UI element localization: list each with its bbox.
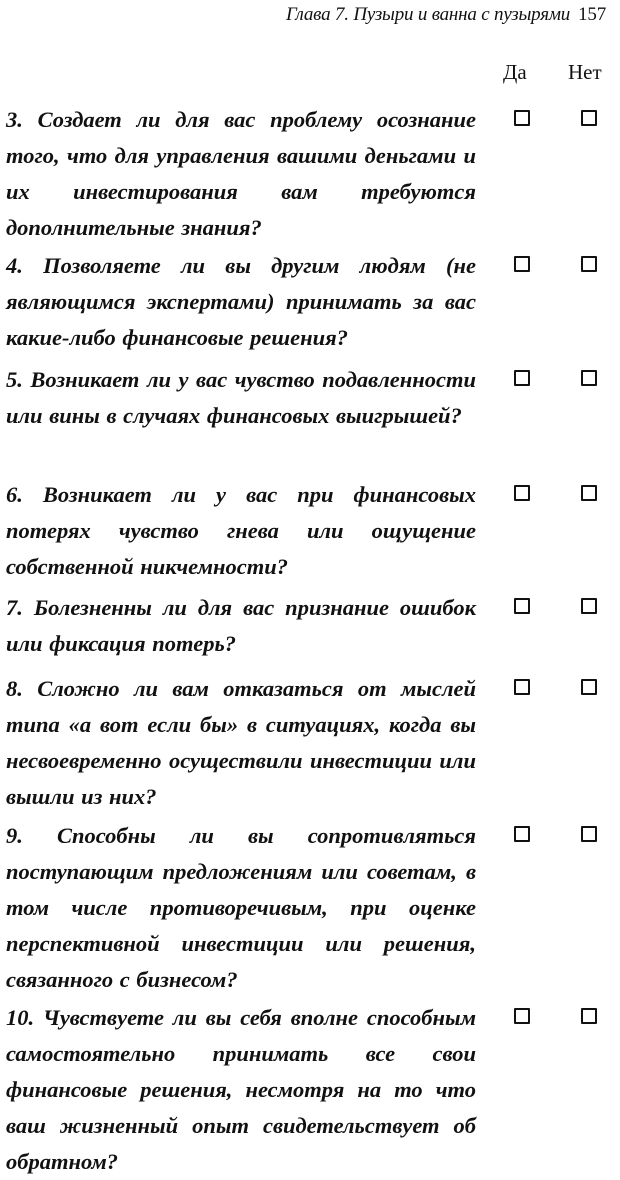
running-head xyxy=(286,4,606,26)
question-text xyxy=(6,590,476,662)
yes-checkbox[interactable] xyxy=(514,256,530,272)
question-body: Позволяете ли вы другим людям (не являющимся экспертами) принимать за вас какие-либо финансовые решения? xyxy=(6,253,476,350)
question-body: Способны ли вы сопротивляться поступающим предложениям или советам, в том числе противоречивым, при оценке перспективной инвестиции или решения, связанного с бизнесом? xyxy=(6,823,476,992)
question-text xyxy=(6,362,476,434)
question-number: 8. xyxy=(6,676,23,701)
question-body: Возникает ли у вас при финансовых потерях чувство гнева или ощущение собственной никчемности? xyxy=(6,482,476,579)
question-body: Возникает ли у вас чувство подавленности или вины в случаях финансовых выигрышей? xyxy=(6,367,476,428)
question-text xyxy=(6,102,476,246)
no-checkbox[interactable] xyxy=(581,598,597,614)
column-headers xyxy=(0,60,620,90)
no-column-header: Нет xyxy=(568,60,602,84)
no-checkbox[interactable] xyxy=(581,826,597,842)
question-number: 6. xyxy=(6,482,23,507)
question-body: Сложно ли вам отказаться от мыслей типа «а вот если бы» в ситуациях, когда вы несвоевременно осуществили инвестиции или вышли из них? xyxy=(6,676,476,809)
question-number: 9. xyxy=(6,823,23,848)
question-text xyxy=(6,818,476,998)
question-body: Болезненны ли для вас признание ошибок или фиксация потерь? xyxy=(6,595,476,656)
page-number: 157 xyxy=(578,4,606,25)
yes-checkbox[interactable] xyxy=(514,485,530,501)
question-number: 7. xyxy=(6,595,23,620)
question-text xyxy=(6,671,476,815)
no-checkbox[interactable] xyxy=(581,110,597,126)
no-checkbox[interactable] xyxy=(581,679,597,695)
no-checkbox[interactable] xyxy=(581,256,597,272)
question-body: Создает ли для вас проблему осознание того, что для управления вашими деньгами и их инвестирования вам требуются дополнительные знания? xyxy=(6,107,477,240)
question-body: Чувствуете ли вы себя вполне способным самостоятельно принимать все свои финансовые решения, несмотря на то что ваш жизненный опыт свидетельствует об обратном? xyxy=(6,1005,477,1174)
yes-checkbox[interactable] xyxy=(514,826,530,842)
no-checkbox[interactable] xyxy=(581,370,597,386)
question-text xyxy=(6,477,476,585)
yes-column-header: Да xyxy=(503,60,527,84)
yes-checkbox[interactable] xyxy=(514,110,530,126)
yes-checkbox[interactable] xyxy=(514,598,530,614)
question-text xyxy=(6,1000,476,1180)
yes-checkbox[interactable] xyxy=(514,370,530,386)
question-number: 10. xyxy=(6,1005,35,1030)
question-number: 5. xyxy=(6,367,23,392)
question-number: 3. xyxy=(6,107,23,132)
yes-checkbox[interactable] xyxy=(514,1008,530,1024)
question-text xyxy=(6,248,476,356)
no-checkbox[interactable] xyxy=(581,485,597,501)
yes-checkbox[interactable] xyxy=(514,679,530,695)
question-number: 4. xyxy=(6,253,23,278)
chapter-title: Глава 7. Пузыри и ванна с пузырями xyxy=(285,4,571,25)
no-checkbox[interactable] xyxy=(581,1008,597,1024)
